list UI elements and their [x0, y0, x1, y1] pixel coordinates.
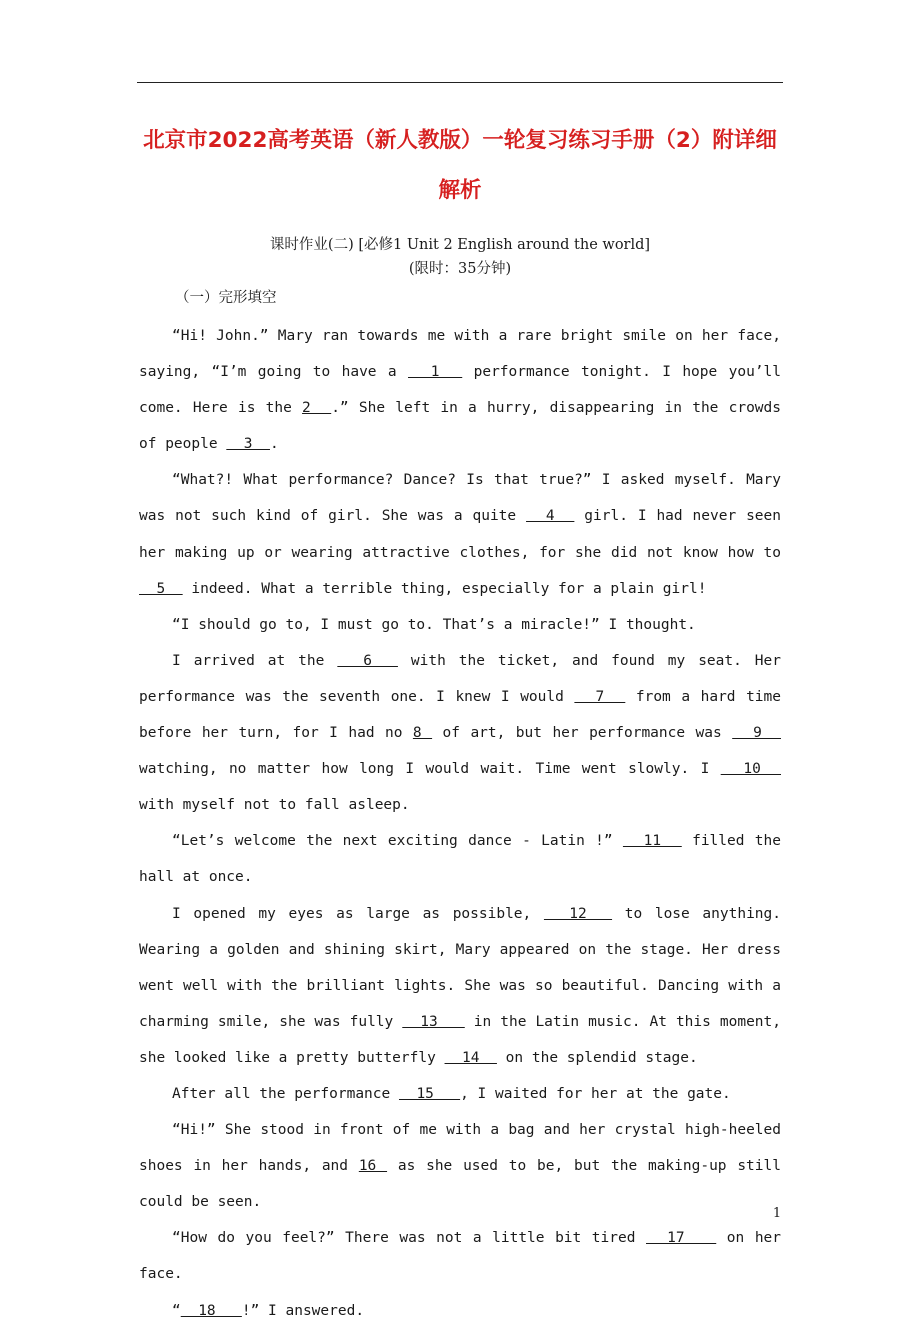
passage-paragraph	[139, 643, 781, 823]
page-title: 北京市2022高考英语（新人教版）一轮复习练习手册（2）附详细解析	[143, 128, 777, 203]
cloze-blank: 12	[543, 905, 613, 922]
cloze-blank: 14	[444, 1049, 497, 1066]
passage-text: to lose anything. Wearing a golden and shining skirt, Mary appeared on the stage. Her dress went well with the brilliant lights. She was so beautiful. Dancing with a charming smile, she was fully	[139, 905, 781, 1030]
passage-text: as she used to be, but the making-up still could be seen.	[139, 1158, 781, 1211]
passage-paragraph	[139, 823, 781, 895]
passage-text: .	[269, 436, 279, 453]
passage-text: “Hi!” She stood in front of me with a bag and her crystal high-heeled shoes in her hands, and	[139, 1122, 781, 1175]
passage-paragraph	[139, 1293, 781, 1329]
passage-text: “How do you feel?” There was not a little bit tired	[172, 1230, 647, 1247]
cloze-blank: 3	[226, 436, 270, 453]
page-number: 1	[772, 1206, 782, 1221]
cloze-blank: 4	[526, 508, 575, 525]
passage-text: .” She left in a hurry, disappearing in the crowds of people	[139, 400, 781, 453]
passage-text: , I waited for her at the gate.	[460, 1085, 731, 1102]
cloze-blank: 10	[720, 761, 781, 778]
passage-text: in the Latin music. At this moment, she looked like a pretty butterfly	[139, 1013, 781, 1066]
passage-text: of art, but her performance was	[432, 725, 733, 742]
passage-text: I opened my eyes as large as possible,	[172, 905, 544, 922]
cloze-blank: 18	[180, 1302, 242, 1319]
passage-paragraph	[139, 318, 781, 462]
passage-paragraph	[139, 1076, 781, 1112]
passage-text: “What?! What performance? Dance? Is that true?” I asked myself. Mary was not such kind of girl. She was a quite	[139, 472, 781, 525]
passage-paragraph	[139, 462, 781, 606]
cloze-blank: 2	[302, 400, 332, 417]
header-rule	[137, 82, 783, 83]
passage-text: !” I answered.	[241, 1302, 365, 1319]
cloze-blank: 7	[574, 688, 626, 705]
passage-paragraph	[139, 1112, 781, 1220]
passage-text: with myself not to fall asleep.	[139, 797, 410, 814]
passage-paragraph	[139, 896, 781, 1076]
passage-text: I arrived at the	[172, 652, 338, 669]
passage-text: After all the performance	[172, 1085, 399, 1102]
cloze-blank: 13	[402, 1013, 465, 1030]
passage-text: with the ticket, and found my seat. Her performance was the seventh one. I knew I would	[139, 652, 781, 705]
subtitle-line-2: (限时：35分钟)	[408, 261, 512, 277]
cloze-blank: 15	[398, 1085, 461, 1102]
cloze-passage	[139, 318, 781, 1329]
passage-text: performance tonight. I hope you’ll come. Here is the	[139, 364, 781, 417]
passage-text: “Hi! John.” Mary ran towards me with a rare bright smile on her face, saying, “I’m going to have a	[139, 328, 781, 381]
cloze-blank: 8	[412, 725, 433, 742]
passage-text: girl. I had never seen her making up or wearing attractive clothes, for she did not know how to	[139, 508, 781, 561]
passage-text: “Let’s welcome the next exciting dance - Latin !”	[172, 833, 623, 850]
cloze-blank: 1	[408, 364, 463, 381]
passage-paragraph	[139, 607, 781, 643]
passage-text: on her face.	[139, 1230, 782, 1283]
cloze-blank: 17	[646, 1230, 717, 1247]
passage-text: on the splendid stage.	[496, 1049, 698, 1066]
passage-paragraph	[139, 1220, 781, 1292]
passage-text: watching, no matter how long I would wait. Time went slowly. I	[139, 761, 721, 778]
cloze-blank: 11	[622, 833, 682, 850]
cloze-blank: 5	[139, 580, 183, 597]
cloze-blank: 16	[358, 1158, 388, 1175]
passage-text: “I should go to, I must go to. That’s a miracle!” I thought.	[172, 616, 696, 633]
passage-text: from a hard time before her turn, for I had no	[139, 688, 781, 742]
passage-text: “	[172, 1302, 181, 1319]
passage-text: indeed. What a terrible thing, especially for a plain girl!	[182, 580, 707, 597]
cloze-blank: 9	[732, 725, 781, 742]
passage-text: filled the hall at once.	[139, 833, 781, 886]
subtitle-line-1: 课时作业(二) [必修1 Unit 2 English around the world]	[269, 237, 651, 253]
assignment-subtitle	[137, 233, 783, 281]
section-heading: （一）完形填空	[175, 290, 277, 306]
cloze-blank: 6	[337, 652, 398, 669]
